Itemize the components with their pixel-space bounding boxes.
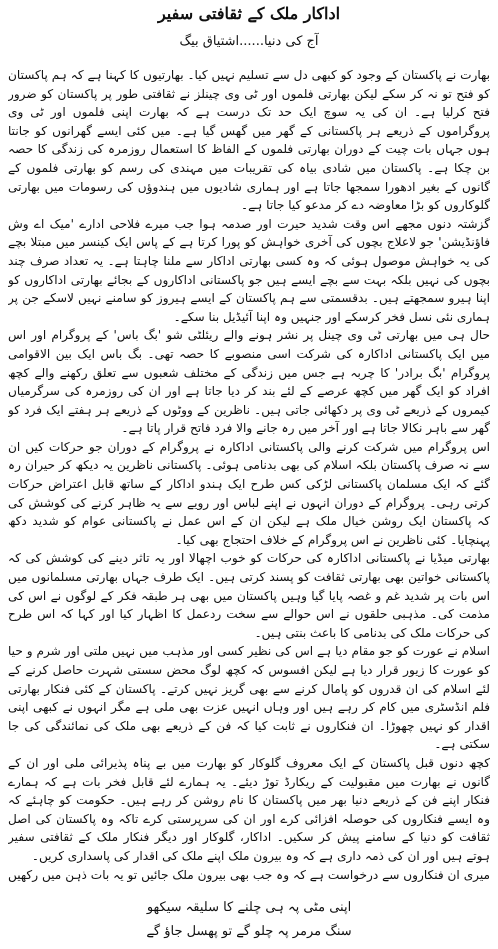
verse-line-2: سنگ مرمر پہ چلو گے تو پھسل جاؤ گے [146,924,352,939]
paragraph: بھارتی میڈیا نے پاکستانی اداکارہ کی حرکات کو خوب اچھالا اور یہ تاثر دینے کی کوشش کی کہ پاکستانی خواتین بھی بھارتی ثقافت کو پسند کرتی ہیں۔ ایک طرف جہاں بھارتی مسلمانوں میں اس بات پر شدید غم و غصہ پایا گیا وہیں پاکستان میں بھی ہر طبقہ فکر کے لوگوں نے اس کی مذمت کی۔ مذہبی حلقوں نے اس حوالے سے سخت ردعمل کا اظہار کیا اور کہا کہ اس طرح کی حرکات ملک کی بدنامی کا باعث بنتی ہیں۔ [8,551,490,640]
paragraph: اس پروگرام میں شرکت کرنے والی پاکستانی اداکارہ نے پروگرام کے دوران جو حرکات کیں ان سے نہ صرف پاکستان بلکہ اسلام کی بھی بدنامی ہوئی۔ پاکستانی ناظرین یہ دیکھ کر حیران رہ گئے کہ ایک مسلمان پاکستانی لڑکی کس طرح ایک ہندو اداکار کے ساتھ قابل اعتراض حرکات کرتی رہی۔ پروگرام کے دوران انہوں نے اپنے لباس اور رویے سے یہ ظاہر کرنے کی کوشش کی کہ پاکستان ایک روشن خیال ملک ہے لیکن ان کے اس عمل نے پاکستانی عوام کو شدید دکھ پہنچایا۔ کئی ناظرین نے اس پروگرام کے خلاف احتجاج بھی کیا۔ [8,439,490,547]
byline: آج کی دنیا......اشتیاق بیگ [179,34,319,49]
paragraph: بھارت نے پاکستان کے وجود کو کبھی دل سے تسلیم نہیں کیا۔ بھارتیوں کا کہنا ہے کہ ہم پاکستان کو فتح تو نہ کر سکے لیکن بھارتی فلموں اور ٹی وی چینلز نے ثقافتی طور پر پاکستان کو ضرور فتح کرلیا ہے۔ ان کی یہ سوچ ایک حد تک درست ہے کہ بھارت اپنی فلموں اور ٹی وی پروگراموں کے ذریعے ہر پاکستانی کے گھر میں گھس گیا ہے۔ میں کئی ایسے گھرانوں کو جانتا ہوں جہاں بات چیت کے دوران بھارتی فلموں کے الفاظ کا استعمال روزمرہ کی زندگی کا حصہ بن چکا ہے۔ پاکستان میں شادی بیاہ کی تقریبات میں مہندی کی رسم کو بھارتی فلموں کے گانوں کے بغیر ادھورا سمجھا جاتا ہے اور ہماری شادیوں میں ہندوؤں کی رسومات میں بھارتی گلوکاروں کو بڑا معاوضہ دے کر مدعو کیا جاتا ہے۔ [8,68,490,213]
paragraph: گزشتہ دنوں مجھے اس وقت شدید حیرت اور صدمہ ہوا جب میرے فلاحی ادارے 'میک اے وش فاؤنڈیشن' جو لاعلاج بچوں کی آخری خواہش کو پورا کرتا ہے کے پاس ایک کینسر میں مبتلا بچے کی یہ خواہش موصول ہوئی کہ وہ کسی بھارتی اداکار سے ملنا چاہتا ہے۔ یہ تعداد صرف چند بچوں کی نہیں بلکہ بہت سے بچے ایسے ہیں جو پاکستانی اداکاروں کے بجائے بھارتی اداکاروں کو اپنا ہیرو سمجھتے ہیں۔ بدقسمتی سے ہم پاکستان کے ایسے ہیروز کو سامنے نہیں لاسکے جن پر ہماری نئی نسل فخر کرسکے اور جنہیں وہ اپنا آئیڈیل بنا سکے۔ [8,216,490,324]
paragraph: اسلام نے عورت کو جو مقام دیا ہے اس کی نظیر کسی اور مذہب میں نہیں ملتی اور شرم و حیا کو عورت کا زیور قرار دیا ہے لیکن افسوس کہ کچھ لوگ محض سستی شہرت حاصل کرنے کے لئے اسلام کی ان قدروں کو پامال کرنے سے بھی گریز نہیں کرتے۔ پاکستان کے کئی فنکار بھارتی فلم انڈسٹری میں کام کر رہے ہیں اور وہاں انہیں عزت بھی ملی ہے مگر انہوں نے کبھی اپنی اقدار کو نہیں چھوڑا۔ ان فنکاروں نے ثابت کیا کہ فن کے ذریعے بھی ملک کی نمائندگی کی جا سکتی ہے۔ [8,644,490,752]
paragraph: حال ہی میں بھارتی ٹی وی چینل پر نشر ہونے والے ریئلٹی شو 'بگ باس' کے پروگرام اور اس میں ایک پاکستانی اداکارہ کی شرکت اسی منصوبے کا حصہ تھی۔ بگ باس ایک بین الاقوامی پروگرام 'بگ برادر' کا چربہ ہے جس میں زندگی کے مختلف شعبوں سے تعلق رکھنے والے کچھ افراد کو ایک گھر میں کچھ عرصے کے لئے بند کر دیا جاتا ہے اور ان کی روزمرہ کی سرگرمیاں کیمروں کے ذریعے ٹی وی پر دکھائی جاتی ہیں۔ ناظرین کے ووٹوں کے ذریعے ہر ہفتے ایک فرد کو گھر سے باہر نکالا جاتا ہے اور آخر میں رہ جانے والا فرد فاتح قرار پاتا ہے۔ [8,328,490,436]
paragraph: کچھ دنوں قبل پاکستان کے ایک معروف گلوکار کو بھارت میں بے پناہ پذیرائی ملی اور ان کے گانوں نے بھارت میں مقبولیت کے ریکارڈ توڑ دیئے۔ یہ ہمارے لئے قابل فخر بات ہے کہ ہمارے فنکار اپنے فن کے ذریعے دنیا بھر میں پاکستان کا نام روشن کر رہے ہیں۔ حکومت کو چاہئے کہ وہ ایسے فنکاروں کی حوصلہ افزائی کرے اور ان کی سرپرستی کرے تاکہ وہ پاکستان کی اصل ثقافت کو دنیا کے سامنے پیش کر سکیں۔ اداکار، گلوکار اور دیگر فنکار ملک کے ثقافتی سفیر ہوتے ہیں اور ان کی ذمہ داری ہے کہ وہ بیرون ملک اپنے ملک کی اقدار کی پاسداری کریں۔ [8,755,490,863]
paragraph: میری ان فنکاروں سے درخواست ہے کہ وہ جب بھی بیرون ملک جائیں تو یہ بات ذہن میں رکھیں [8,867,490,882]
headline: اداکار ملک کے ثقافتی سفیر [157,4,341,23]
verse-line-1: اپنی مٹی پہ ہی چلنے کا سلیقہ سیکھو [146,900,352,915]
article-body [8,66,490,886]
